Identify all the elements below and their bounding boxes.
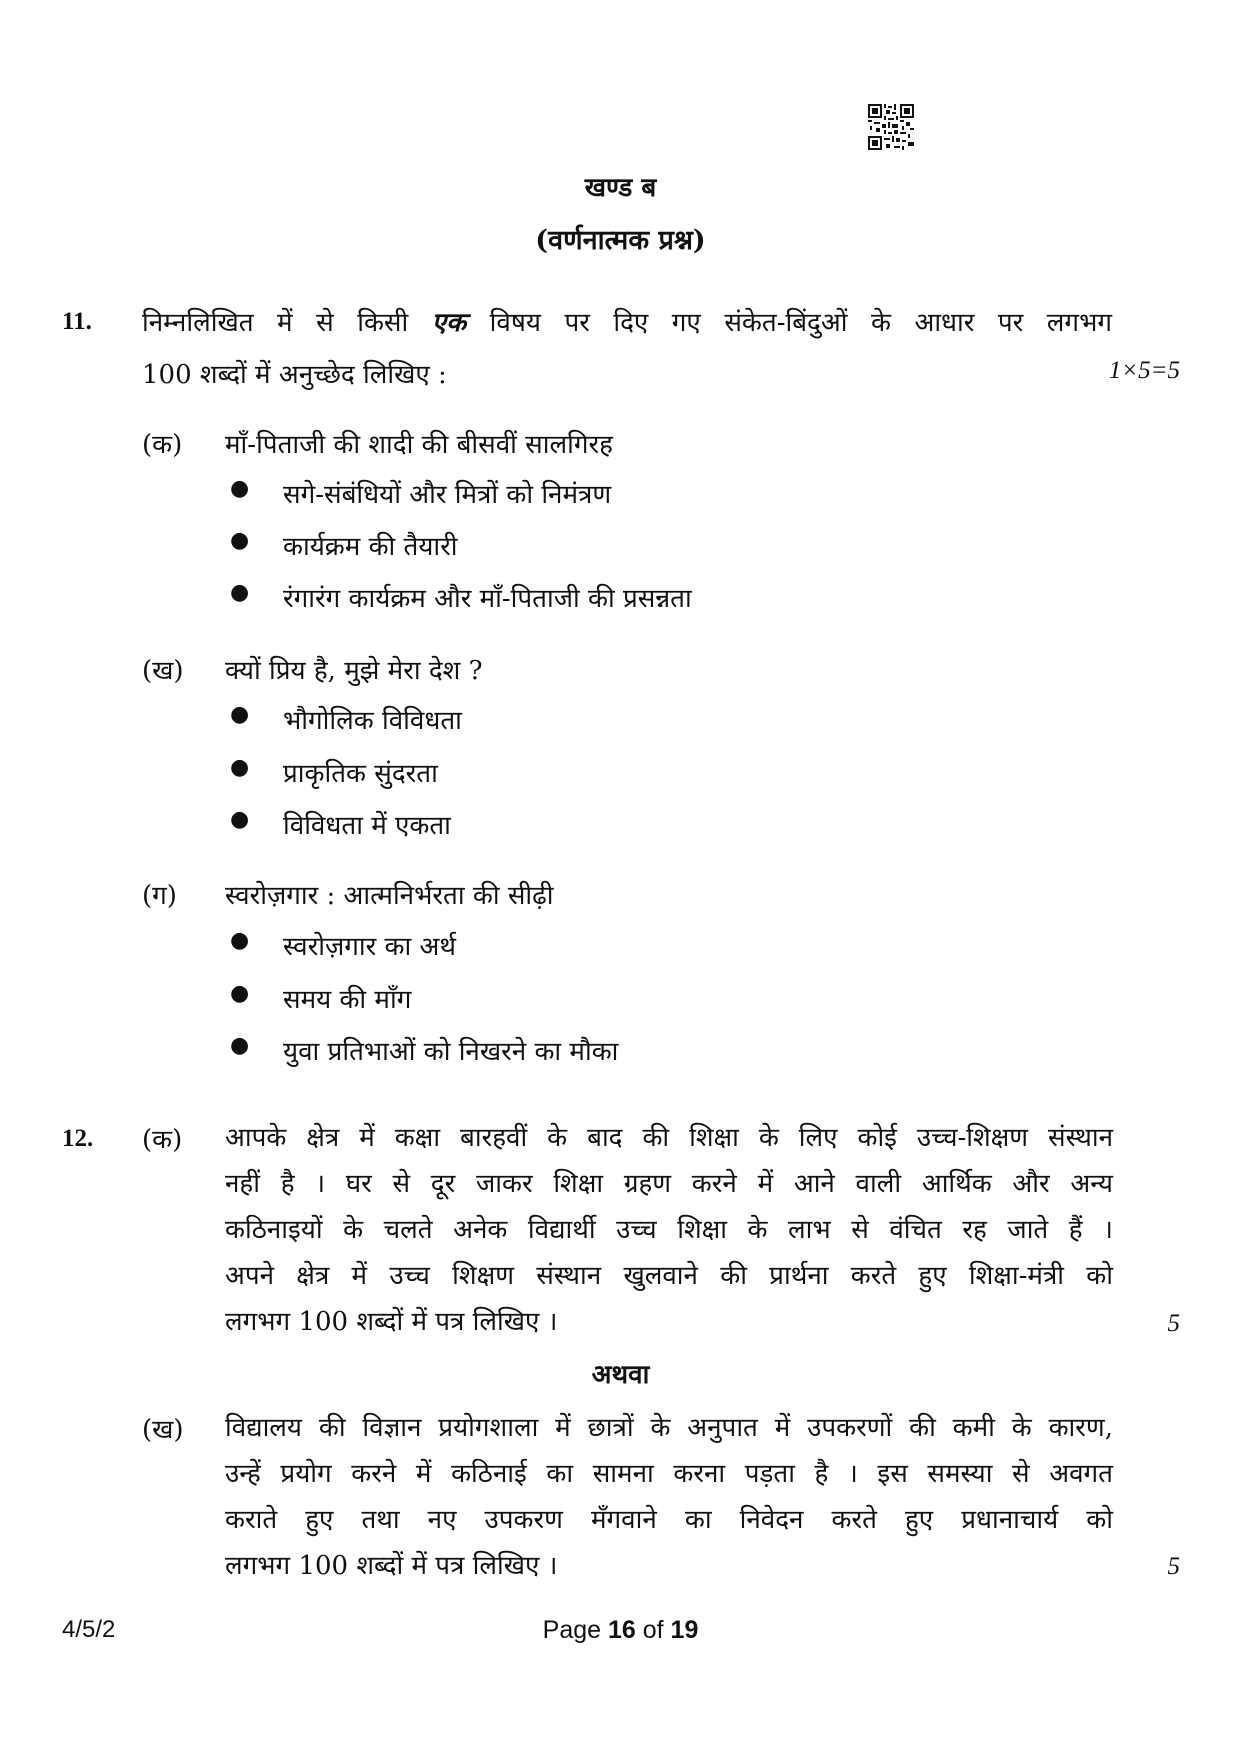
- text-line: कठिनाइयों के चलते अनेक विद्यार्थी उच्च शिक्षा के लाभ से वंचित रह जाते हैं ।: [225, 1215, 1113, 1245]
- question-12-number: 12.: [62, 1125, 94, 1152]
- question-11-emphasis: एक: [431, 308, 467, 338]
- question-11-line1: [142, 303, 1112, 343]
- bullet-icon: ●: [230, 807, 250, 832]
- text-line: विद्यालय की विज्ञान प्रयोगशाला में छात्रों के अनुपात में उपकरणों की कमी के कारण,: [225, 1413, 1113, 1443]
- text-line: आपके क्षेत्र में कक्षा बारहवीं के बाद की शिक्षा के लिए कोई उच्च-शिक्षण संस्थान: [225, 1123, 1113, 1153]
- text-line: कराते हुए तथा नए उपकरण मँगवाने का निवेदन करते हुए प्रधानाचार्य को: [225, 1505, 1113, 1535]
- question-11-line2: 100 शब्दों में अनुच्छेद लिखिए :: [142, 360, 447, 390]
- option-label: (क): [142, 1125, 183, 1155]
- bullet-icon: ●: [230, 1033, 250, 1058]
- bullet-point: प्राकृतिक सुंदरता: [283, 759, 438, 789]
- bullet-point: स्वरोज़गार का अर्थ: [283, 932, 456, 962]
- question-11-number: 11.: [62, 308, 92, 335]
- text-line: नहीं है । घर से दूर जाकर शिक्षा ग्रहण करने में आने वाली आर्थिक और अन्य: [225, 1169, 1113, 1199]
- option-topic: स्वरोज़गार : आत्मनिर्भरता की सीढ़ी: [225, 881, 554, 911]
- question-12b-text: [225, 1408, 1113, 1592]
- bullet-icon: ●: [230, 528, 250, 553]
- bullet-point: सगे-संबंधियों और मित्रों को निमंत्रण: [283, 480, 612, 510]
- option-label: (ग): [142, 881, 177, 911]
- qr-code-icon: [868, 104, 914, 150]
- option-label: (ख): [142, 1415, 184, 1445]
- bullet-point: समय की माँग: [283, 985, 412, 1015]
- question-11-marks: 1×5=5: [1108, 357, 1180, 384]
- question-12b-marks: 5: [1167, 1553, 1180, 1580]
- text-line: लगभग 100 शब्दों में पत्र लिखिए ।: [225, 1307, 558, 1337]
- option-topic: क्यों प्रिय है, मुझे मेरा देश ?: [225, 656, 483, 686]
- bullet-icon: ●: [230, 580, 250, 605]
- section-subtitle: (वर्णनात्मक प्रश्न): [535, 225, 706, 256]
- bullet-point: युवा प्रतिभाओं को निखरने का मौका: [283, 1037, 619, 1067]
- bullet-icon: ●: [230, 702, 250, 727]
- bullet-icon: ●: [230, 981, 250, 1006]
- text-line: अपने क्षेत्र में उच्च शिक्षण संस्थान खुलवाने की प्रार्थना करते हुए शिक्षा-मंत्री को: [225, 1261, 1113, 1291]
- bullet-icon: ●: [230, 928, 250, 953]
- option-label: (ख): [142, 656, 184, 686]
- question-12a-text: [225, 1118, 1113, 1348]
- or-divider: अथवा: [591, 1360, 650, 1390]
- option-topic: माँ-पिताजी की शादी की बीसवीं सालगिरह: [225, 430, 613, 460]
- bullet-point: कार्यक्रम की तैयारी: [283, 532, 458, 562]
- bullet-point: रंगारंग कार्यक्रम और माँ-पिताजी की प्रसन्नता: [283, 584, 692, 614]
- bullet-point: विविधता में एकता: [283, 811, 451, 841]
- bullet-icon: ●: [230, 755, 250, 780]
- question-12a-marks: 5: [1167, 1310, 1180, 1337]
- bullet-icon: ●: [230, 476, 250, 501]
- bullet-point: भौगोलिक विविधता: [283, 706, 462, 736]
- question-11-text-pre: निम्नलिखित में से किसी: [142, 308, 432, 338]
- option-label: (क): [142, 430, 183, 460]
- paper-code: 4/5/2: [62, 1616, 116, 1643]
- page-number: Page 16 of 19: [542, 1616, 699, 1644]
- section-title: खण्ड ब: [584, 173, 657, 203]
- text-line: लगभग 100 शब्दों में पत्र लिखिए ।: [225, 1551, 558, 1581]
- text-line: उन्हें प्रयोग करने में कठिनाई का सामना करना पड़ता है । इस समस्या से अवगत: [225, 1459, 1113, 1489]
- question-11-text-post: विषय पर दिए गए संकेत-बिंदुओं के आधार पर लगभग: [466, 308, 1112, 338]
